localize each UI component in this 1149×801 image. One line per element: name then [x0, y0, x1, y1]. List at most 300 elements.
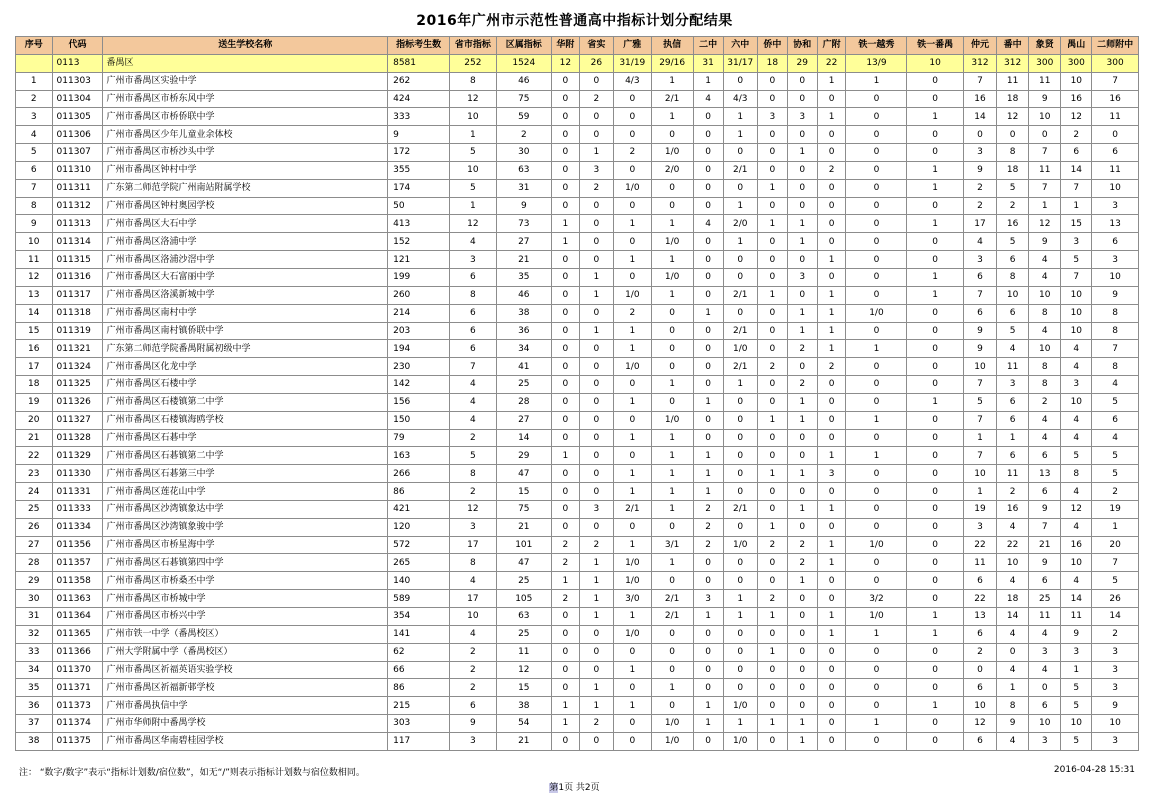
table-cell: 12 — [1029, 215, 1061, 233]
school-name-cell: 广州大学附属中学（番禺校区） — [103, 643, 388, 661]
table-cell: 7 — [450, 358, 497, 376]
table-cell: 18 — [997, 161, 1029, 179]
table-cell: 0 — [846, 358, 907, 376]
table-cell: 2 — [787, 554, 817, 572]
table-cell: 3 — [1092, 251, 1139, 269]
table-cell: 11 — [1029, 608, 1061, 626]
table-cell: 0 — [651, 304, 693, 322]
table-cell: 5 — [450, 144, 497, 162]
table-cell: 0 — [757, 126, 787, 144]
summary-cell: 10 — [907, 54, 963, 72]
table-cell: 10 — [1061, 393, 1092, 411]
summary-row — [16, 54, 1139, 72]
table-cell: 6 — [1061, 144, 1092, 162]
table-cell: 9 — [963, 340, 996, 358]
table-cell: 38 — [496, 697, 551, 715]
table-cell: 17 — [963, 215, 996, 233]
table-cell: 2 — [963, 197, 996, 215]
summary-cell: 300 — [1061, 54, 1092, 72]
table-cell: 1 — [817, 625, 846, 643]
table-cell: 4 — [1029, 625, 1061, 643]
school-name-cell: 广州市番禺区化龙中学 — [103, 358, 388, 376]
school-name-cell: 广州市番禺区石碁镇第四中学 — [103, 554, 388, 572]
table-cell: 0 — [907, 536, 963, 554]
table-cell: 011305 — [52, 108, 103, 126]
table-cell: 1 — [613, 215, 651, 233]
table-cell: 18 — [16, 376, 53, 394]
table-cell: 8 — [1029, 376, 1061, 394]
table-cell: 1 — [551, 447, 579, 465]
school-name-cell: 广州市番禺区石碁镇第二中学 — [103, 447, 388, 465]
table-cell: 2/1 — [651, 90, 693, 108]
table-cell: 14 — [997, 608, 1029, 626]
table-cell: 0 — [613, 715, 651, 733]
table-cell: 7 — [963, 447, 996, 465]
summary-cell: 1524 — [496, 54, 551, 72]
table-cell: 2 — [787, 340, 817, 358]
table-cell: 0 — [551, 465, 579, 483]
table-cell: 12 — [1061, 500, 1092, 518]
table-cell: 5 — [450, 179, 497, 197]
table-cell: 47 — [496, 554, 551, 572]
table-cell: 1 — [613, 536, 651, 554]
table-cell: 011374 — [52, 715, 103, 733]
table-cell: 0 — [907, 518, 963, 536]
table-cell: 0 — [787, 72, 817, 90]
table-cell: 3 — [1061, 643, 1092, 661]
table-cell: 0 — [723, 268, 757, 286]
school-name-cell: 广州市番禺区市桥城中学 — [103, 590, 388, 608]
table-cell: 0 — [693, 108, 723, 126]
table-row — [16, 358, 1139, 376]
summary-cell: 31 — [693, 54, 723, 72]
school-name-cell: 广州市番禺区石楼镇海鸥学校 — [103, 411, 388, 429]
column-header: 六中 — [723, 37, 757, 55]
table-cell: 1 — [651, 429, 693, 447]
table-cell: 011314 — [52, 233, 103, 251]
column-header: 番中 — [997, 37, 1029, 55]
table-cell: 333 — [388, 108, 450, 126]
table-cell: 0 — [579, 251, 613, 269]
table-row — [16, 126, 1139, 144]
table-cell: 0 — [817, 233, 846, 251]
table-cell: 0 — [787, 518, 817, 536]
table-cell: 1 — [757, 215, 787, 233]
table-cell: 8 — [997, 268, 1029, 286]
table-cell: 2 — [613, 144, 651, 162]
table-cell: 28 — [496, 393, 551, 411]
table-cell: 63 — [496, 608, 551, 626]
table-cell: 0 — [817, 126, 846, 144]
table-cell: 10 — [1061, 554, 1092, 572]
table-cell: 2/1 — [723, 500, 757, 518]
table-row — [16, 161, 1139, 179]
table-cell: 0 — [846, 90, 907, 108]
table-cell: 0 — [817, 643, 846, 661]
column-header: 禺山 — [1061, 37, 1092, 55]
table-cell: 8 — [1092, 304, 1139, 322]
table-cell: 9 — [963, 161, 996, 179]
school-name-cell: 广东第二师范学院广州南站附属学校 — [103, 179, 388, 197]
table-cell: 0 — [551, 251, 579, 269]
table-cell: 14 — [1061, 590, 1092, 608]
table-cell: 14 — [1092, 608, 1139, 626]
table-cell: 2/1 — [651, 590, 693, 608]
table-cell: 0 — [551, 179, 579, 197]
table-cell: 0 — [551, 286, 579, 304]
table-cell: 011312 — [52, 197, 103, 215]
table-cell: 1 — [693, 465, 723, 483]
table-cell: 5 — [1061, 697, 1092, 715]
table-cell: 1 — [613, 483, 651, 501]
column-header: 广附 — [817, 37, 846, 55]
table-cell: 1 — [787, 572, 817, 590]
table-cell: 0 — [613, 411, 651, 429]
table-cell: 1 — [787, 715, 817, 733]
table-cell: 63 — [496, 161, 551, 179]
table-cell: 2 — [496, 126, 551, 144]
table-cell: 8 — [997, 144, 1029, 162]
school-name-cell: 广州市番禺区祈福新邨学校 — [103, 679, 388, 697]
table-cell: 0 — [613, 732, 651, 750]
allocation-table — [15, 36, 1139, 751]
table-cell: 4 — [1029, 322, 1061, 340]
table-cell: 572 — [388, 536, 450, 554]
table-cell: 1 — [723, 715, 757, 733]
table-cell: 2 — [450, 429, 497, 447]
table-cell: 1 — [723, 376, 757, 394]
summary-cell: 番禺区 — [103, 54, 388, 72]
school-name-cell: 广州市番禺区大石中学 — [103, 215, 388, 233]
table-cell: 1 — [787, 233, 817, 251]
table-cell: 1 — [817, 554, 846, 572]
table-cell: 262 — [388, 72, 450, 90]
table-cell: 0 — [651, 572, 693, 590]
table-cell: 12 — [963, 715, 996, 733]
table-cell: 31 — [496, 179, 551, 197]
table-cell: 3 — [450, 518, 497, 536]
table-row — [16, 304, 1139, 322]
table-cell: 0 — [613, 197, 651, 215]
table-cell: 011316 — [52, 268, 103, 286]
table-cell: 1/0 — [846, 608, 907, 626]
table-cell: 354 — [388, 608, 450, 626]
table-cell: 3 — [963, 144, 996, 162]
table-cell: 2 — [1092, 483, 1139, 501]
table-cell: 1 — [651, 376, 693, 394]
table-cell: 25 — [16, 500, 53, 518]
table-cell: 0 — [907, 197, 963, 215]
table-cell: 011304 — [52, 90, 103, 108]
table-cell: 9 — [1092, 286, 1139, 304]
table-cell: 0 — [817, 483, 846, 501]
table-cell: 4 — [1061, 411, 1092, 429]
table-cell: 1 — [846, 625, 907, 643]
table-cell: 0 — [651, 358, 693, 376]
table-cell: 0 — [693, 679, 723, 697]
table-cell: 260 — [388, 286, 450, 304]
table-cell: 8 — [1092, 358, 1139, 376]
table-cell: 4 — [450, 625, 497, 643]
table-cell: 011328 — [52, 429, 103, 447]
table-row — [16, 447, 1139, 465]
table-cell: 11 — [963, 554, 996, 572]
table-cell: 0 — [846, 233, 907, 251]
table-cell: 10 — [1029, 715, 1061, 733]
table-cell: 0 — [846, 268, 907, 286]
table-cell: 2 — [693, 536, 723, 554]
table-cell: 23 — [16, 465, 53, 483]
table-cell: 3 — [817, 465, 846, 483]
table-cell: 12 — [450, 90, 497, 108]
table-cell: 1 — [579, 572, 613, 590]
table-cell: 10 — [1092, 715, 1139, 733]
table-cell: 0 — [613, 679, 651, 697]
table-cell: 011315 — [52, 251, 103, 269]
table-cell: 0 — [579, 358, 613, 376]
table-cell: 4 — [1061, 483, 1092, 501]
table-cell: 0 — [846, 286, 907, 304]
table-cell: 1 — [757, 518, 787, 536]
table-cell: 0 — [651, 322, 693, 340]
table-cell: 6 — [963, 572, 996, 590]
table-cell: 6 — [1092, 233, 1139, 251]
table-cell: 0 — [579, 126, 613, 144]
table-cell: 0 — [846, 161, 907, 179]
timestamp: 2016-04-28 15:31 — [1053, 765, 1135, 775]
table-row — [16, 715, 1139, 733]
table-cell: 46 — [496, 286, 551, 304]
table-cell: 4 — [1029, 411, 1061, 429]
table-cell: 174 — [388, 179, 450, 197]
table-cell: 54 — [496, 715, 551, 733]
table-cell: 27 — [16, 536, 53, 554]
table-cell: 1 — [787, 304, 817, 322]
table-row — [16, 465, 1139, 483]
table-cell: 3 — [16, 108, 53, 126]
table-cell: 0 — [551, 304, 579, 322]
table-cell: 6 — [450, 304, 497, 322]
summary-cell: 18 — [757, 54, 787, 72]
table-cell: 194 — [388, 340, 450, 358]
school-name-cell: 广州市番禺区石碁第三中学 — [103, 465, 388, 483]
table-cell: 1/0 — [651, 233, 693, 251]
table-cell: 2 — [551, 590, 579, 608]
table-cell: 0 — [907, 500, 963, 518]
table-cell: 16 — [16, 340, 53, 358]
table-cell: 1 — [907, 161, 963, 179]
table-cell: 0 — [551, 518, 579, 536]
pager-current[interactable]: 第 — [549, 783, 559, 793]
table-cell: 5 — [450, 447, 497, 465]
table-cell: 22 — [16, 447, 53, 465]
table-cell: 3 — [1029, 643, 1061, 661]
table-cell: 0 — [651, 179, 693, 197]
table-cell: 8 — [1061, 465, 1092, 483]
table-cell: 1 — [907, 215, 963, 233]
school-name-cell: 广州市番禺区洛浦中学 — [103, 233, 388, 251]
table-cell: 1 — [817, 536, 846, 554]
table-cell: 7 — [1061, 179, 1092, 197]
table-cell: 8 — [997, 697, 1029, 715]
table-cell: 0 — [907, 126, 963, 144]
table-cell: 14 — [496, 429, 551, 447]
table-cell: 0 — [757, 625, 787, 643]
table-cell: 1 — [846, 72, 907, 90]
table-cell: 0 — [551, 625, 579, 643]
table-cell: 47 — [496, 465, 551, 483]
column-header: 二中 — [693, 37, 723, 55]
school-name-cell: 广州市番禺区实验中学 — [103, 72, 388, 90]
table-cell: 34 — [16, 661, 53, 679]
table-cell: 0 — [907, 483, 963, 501]
table-cell: 5 — [1092, 572, 1139, 590]
table-cell: 5 — [16, 144, 53, 162]
table-cell: 11 — [1029, 72, 1061, 90]
table-cell: 1 — [651, 108, 693, 126]
table-row — [16, 572, 1139, 590]
table-cell: 29 — [496, 447, 551, 465]
table-cell: 0 — [551, 661, 579, 679]
table-cell: 6 — [963, 268, 996, 286]
table-cell: 142 — [388, 376, 450, 394]
table-cell: 413 — [388, 215, 450, 233]
table-cell: 0 — [579, 447, 613, 465]
column-header: 区属指标 — [496, 37, 551, 55]
table-cell: 0 — [651, 518, 693, 536]
table-cell: 13 — [1092, 215, 1139, 233]
column-header: 铁一越秀 — [846, 37, 907, 55]
table-cell: 0 — [907, 447, 963, 465]
footnote: 注： “数字/数字”表示“指标计划数/宿位数”，如无“/”则表示指标计划数与宿位数相同。 — [19, 768, 365, 778]
school-name-cell: 广州市番禺区石楼镇第二中学 — [103, 393, 388, 411]
table-cell: 6 — [1092, 411, 1139, 429]
table-cell: 4/3 — [723, 90, 757, 108]
table-cell: 1/0 — [651, 144, 693, 162]
table-cell: 0 — [651, 643, 693, 661]
table-cell: 2 — [757, 536, 787, 554]
table-cell: 0 — [723, 72, 757, 90]
table-cell: 1 — [613, 393, 651, 411]
table-cell: 0 — [723, 679, 757, 697]
table-cell: 2 — [579, 179, 613, 197]
table-cell: 9 — [1029, 500, 1061, 518]
table-cell: 1 — [693, 447, 723, 465]
summary-cell: 13/9 — [846, 54, 907, 72]
column-header: 象贤 — [1029, 37, 1061, 55]
table-cell: 424 — [388, 90, 450, 108]
table-cell: 2 — [787, 376, 817, 394]
table-cell: 14 — [1061, 161, 1092, 179]
table-cell: 011310 — [52, 161, 103, 179]
table-cell: 1 — [757, 715, 787, 733]
table-cell: 0 — [757, 304, 787, 322]
table-cell: 1 — [693, 72, 723, 90]
table-cell: 0 — [551, 108, 579, 126]
table-cell: 0 — [551, 90, 579, 108]
table-cell: 11 — [1092, 108, 1139, 126]
table-cell: 19 — [16, 393, 53, 411]
table-cell: 15 — [496, 483, 551, 501]
table-cell: 2 — [450, 643, 497, 661]
table-cell: 265 — [388, 554, 450, 572]
column-header: 侨中 — [757, 37, 787, 55]
table-cell: 1/0 — [613, 358, 651, 376]
table-cell: 1 — [757, 643, 787, 661]
table-cell: 2 — [450, 661, 497, 679]
table-cell: 0 — [551, 483, 579, 501]
table-row — [16, 108, 1139, 126]
table-cell: 4 — [1061, 358, 1092, 376]
table-cell: 0 — [579, 376, 613, 394]
table-cell: 1 — [613, 465, 651, 483]
table-cell: 0 — [551, 679, 579, 697]
table-row — [16, 643, 1139, 661]
table-row — [16, 340, 1139, 358]
table-cell: 7 — [1029, 144, 1061, 162]
table-cell: 1 — [757, 465, 787, 483]
table-cell: 1 — [817, 108, 846, 126]
table-cell: 1 — [997, 429, 1029, 447]
table-cell: 2 — [551, 536, 579, 554]
table-cell: 0 — [846, 376, 907, 394]
table-cell: 4 — [997, 661, 1029, 679]
table-cell: 1/0 — [723, 732, 757, 750]
table-cell: 1 — [723, 197, 757, 215]
table-cell: 9 — [963, 322, 996, 340]
table-cell: 38 — [496, 304, 551, 322]
table-cell: 0 — [613, 233, 651, 251]
table-cell: 1 — [846, 715, 907, 733]
table-cell: 0 — [613, 643, 651, 661]
table-cell: 4 — [1092, 429, 1139, 447]
table-cell: 62 — [388, 643, 450, 661]
table-cell: 1 — [817, 304, 846, 322]
table-cell: 2 — [997, 197, 1029, 215]
table-cell: 1 — [651, 286, 693, 304]
column-header: 执信 — [651, 37, 693, 55]
table-cell: 6 — [963, 304, 996, 322]
table-cell: 0 — [723, 643, 757, 661]
table-cell: 0 — [846, 483, 907, 501]
table-row — [16, 179, 1139, 197]
table-cell: 0 — [693, 286, 723, 304]
table-cell: 2 — [450, 679, 497, 697]
table-cell: 7 — [963, 376, 996, 394]
table-cell: 0 — [907, 233, 963, 251]
table-cell: 2/0 — [723, 215, 757, 233]
table-cell: 0 — [907, 72, 963, 90]
table-cell: 11 — [496, 643, 551, 661]
table-cell: 0 — [693, 732, 723, 750]
table-row — [16, 697, 1139, 715]
table-cell: 6 — [963, 732, 996, 750]
school-name-cell: 广州市番禺区石楼中学 — [103, 376, 388, 394]
table-cell: 4 — [997, 340, 1029, 358]
table-cell: 0 — [846, 679, 907, 697]
table-cell: 5 — [1092, 393, 1139, 411]
table-cell: 0 — [787, 447, 817, 465]
table-cell: 0 — [693, 268, 723, 286]
table-cell: 0 — [579, 72, 613, 90]
table-cell: 0 — [787, 625, 817, 643]
table-cell: 0 — [693, 126, 723, 144]
table-cell: 5 — [1092, 447, 1139, 465]
table-cell: 7 — [1092, 554, 1139, 572]
table-cell: 1 — [907, 179, 963, 197]
table-cell: 0 — [787, 358, 817, 376]
table-cell: 011356 — [52, 536, 103, 554]
